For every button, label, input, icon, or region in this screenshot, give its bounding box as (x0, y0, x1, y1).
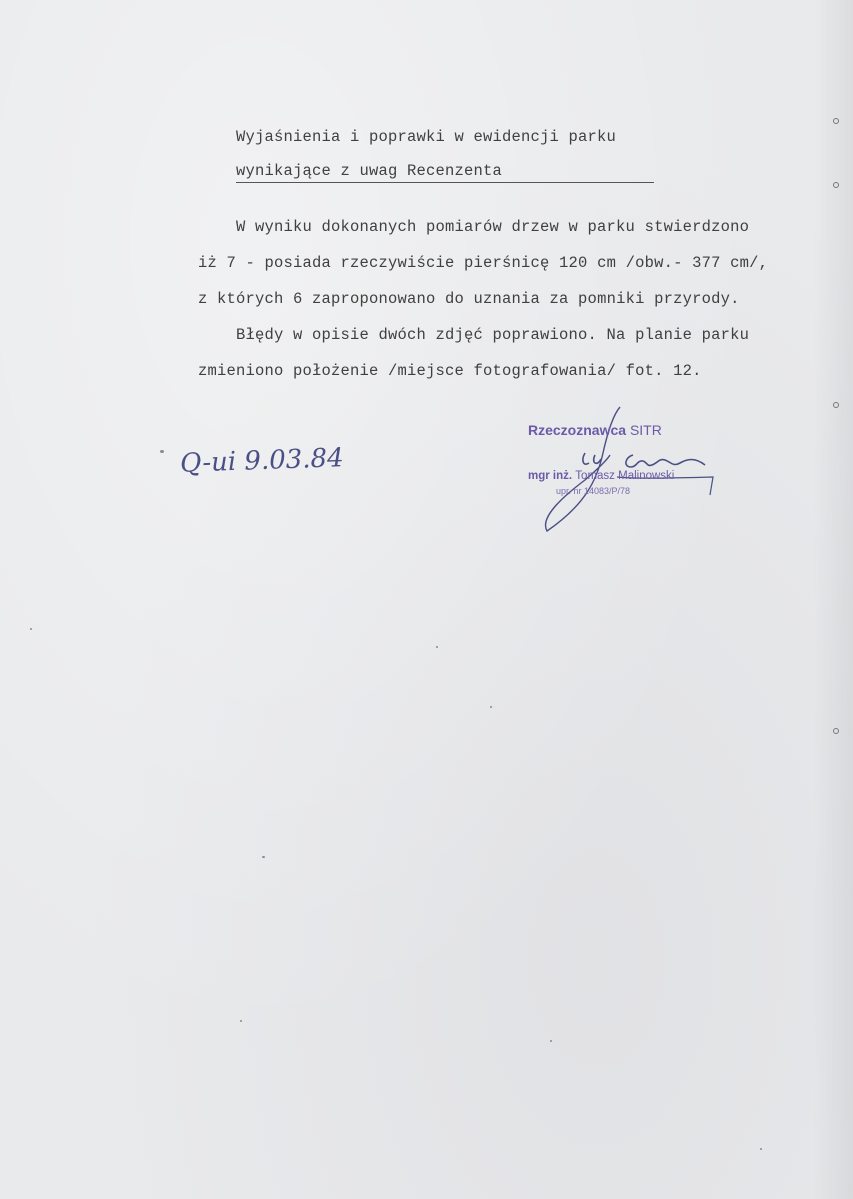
stamp-name-value: Tomasz Malinowski (575, 470, 675, 482)
paragraph-line-1: W wyniku dokonanych pomiarów drzew w parku stwierdzono (236, 218, 750, 236)
paper-speck (160, 450, 164, 453)
binder-hole-mark (833, 182, 839, 188)
stamp-title-role: Rzeczoznawca (528, 422, 627, 438)
paragraph-line-5: zmieniono położenie /miejsce fotografowania/ fot. 12. (198, 362, 702, 380)
binder-hole-mark (833, 728, 839, 734)
document-title-line-1: Wyjaśnienia i poprawki w ewidencji parku (236, 128, 617, 146)
handwritten-date-note: Q-ui 9.03.84 (179, 443, 345, 479)
document-title-line-2: wynikające z uwag Recenzenta (236, 162, 503, 180)
stamp-title (528, 422, 662, 438)
binder-hole-mark (833, 402, 839, 408)
paper-speck (436, 646, 438, 648)
paper-speck (490, 706, 492, 708)
paper-speck (760, 1148, 762, 1150)
paragraph-line-4: Błędy w opisie dwóch zdjęć poprawiono. Na planie parku (236, 326, 750, 344)
page-edge-shadow (813, 0, 853, 1199)
stamp-registration: upr. nr 14083/P/78 (556, 486, 631, 496)
stamp-title-org: SITR (629, 422, 662, 438)
paragraph-line-2: iż 7 - posiada rzeczywiście pierśnicę 120 cm /obw.- 377 cm/, (198, 254, 769, 272)
paragraph-line-3: z których 6 zaproponowano do uznania za pomniki przyrody. (198, 290, 740, 308)
paper-speck (550, 1040, 552, 1042)
paper-speck (30, 628, 32, 630)
stamp-name (528, 470, 674, 482)
paper-speck (262, 856, 265, 858)
binder-hole-mark (833, 118, 839, 124)
title-underline (236, 182, 654, 183)
stamp-name-prefix: mgr inż. (528, 470, 573, 482)
paper-speck (240, 1020, 242, 1022)
